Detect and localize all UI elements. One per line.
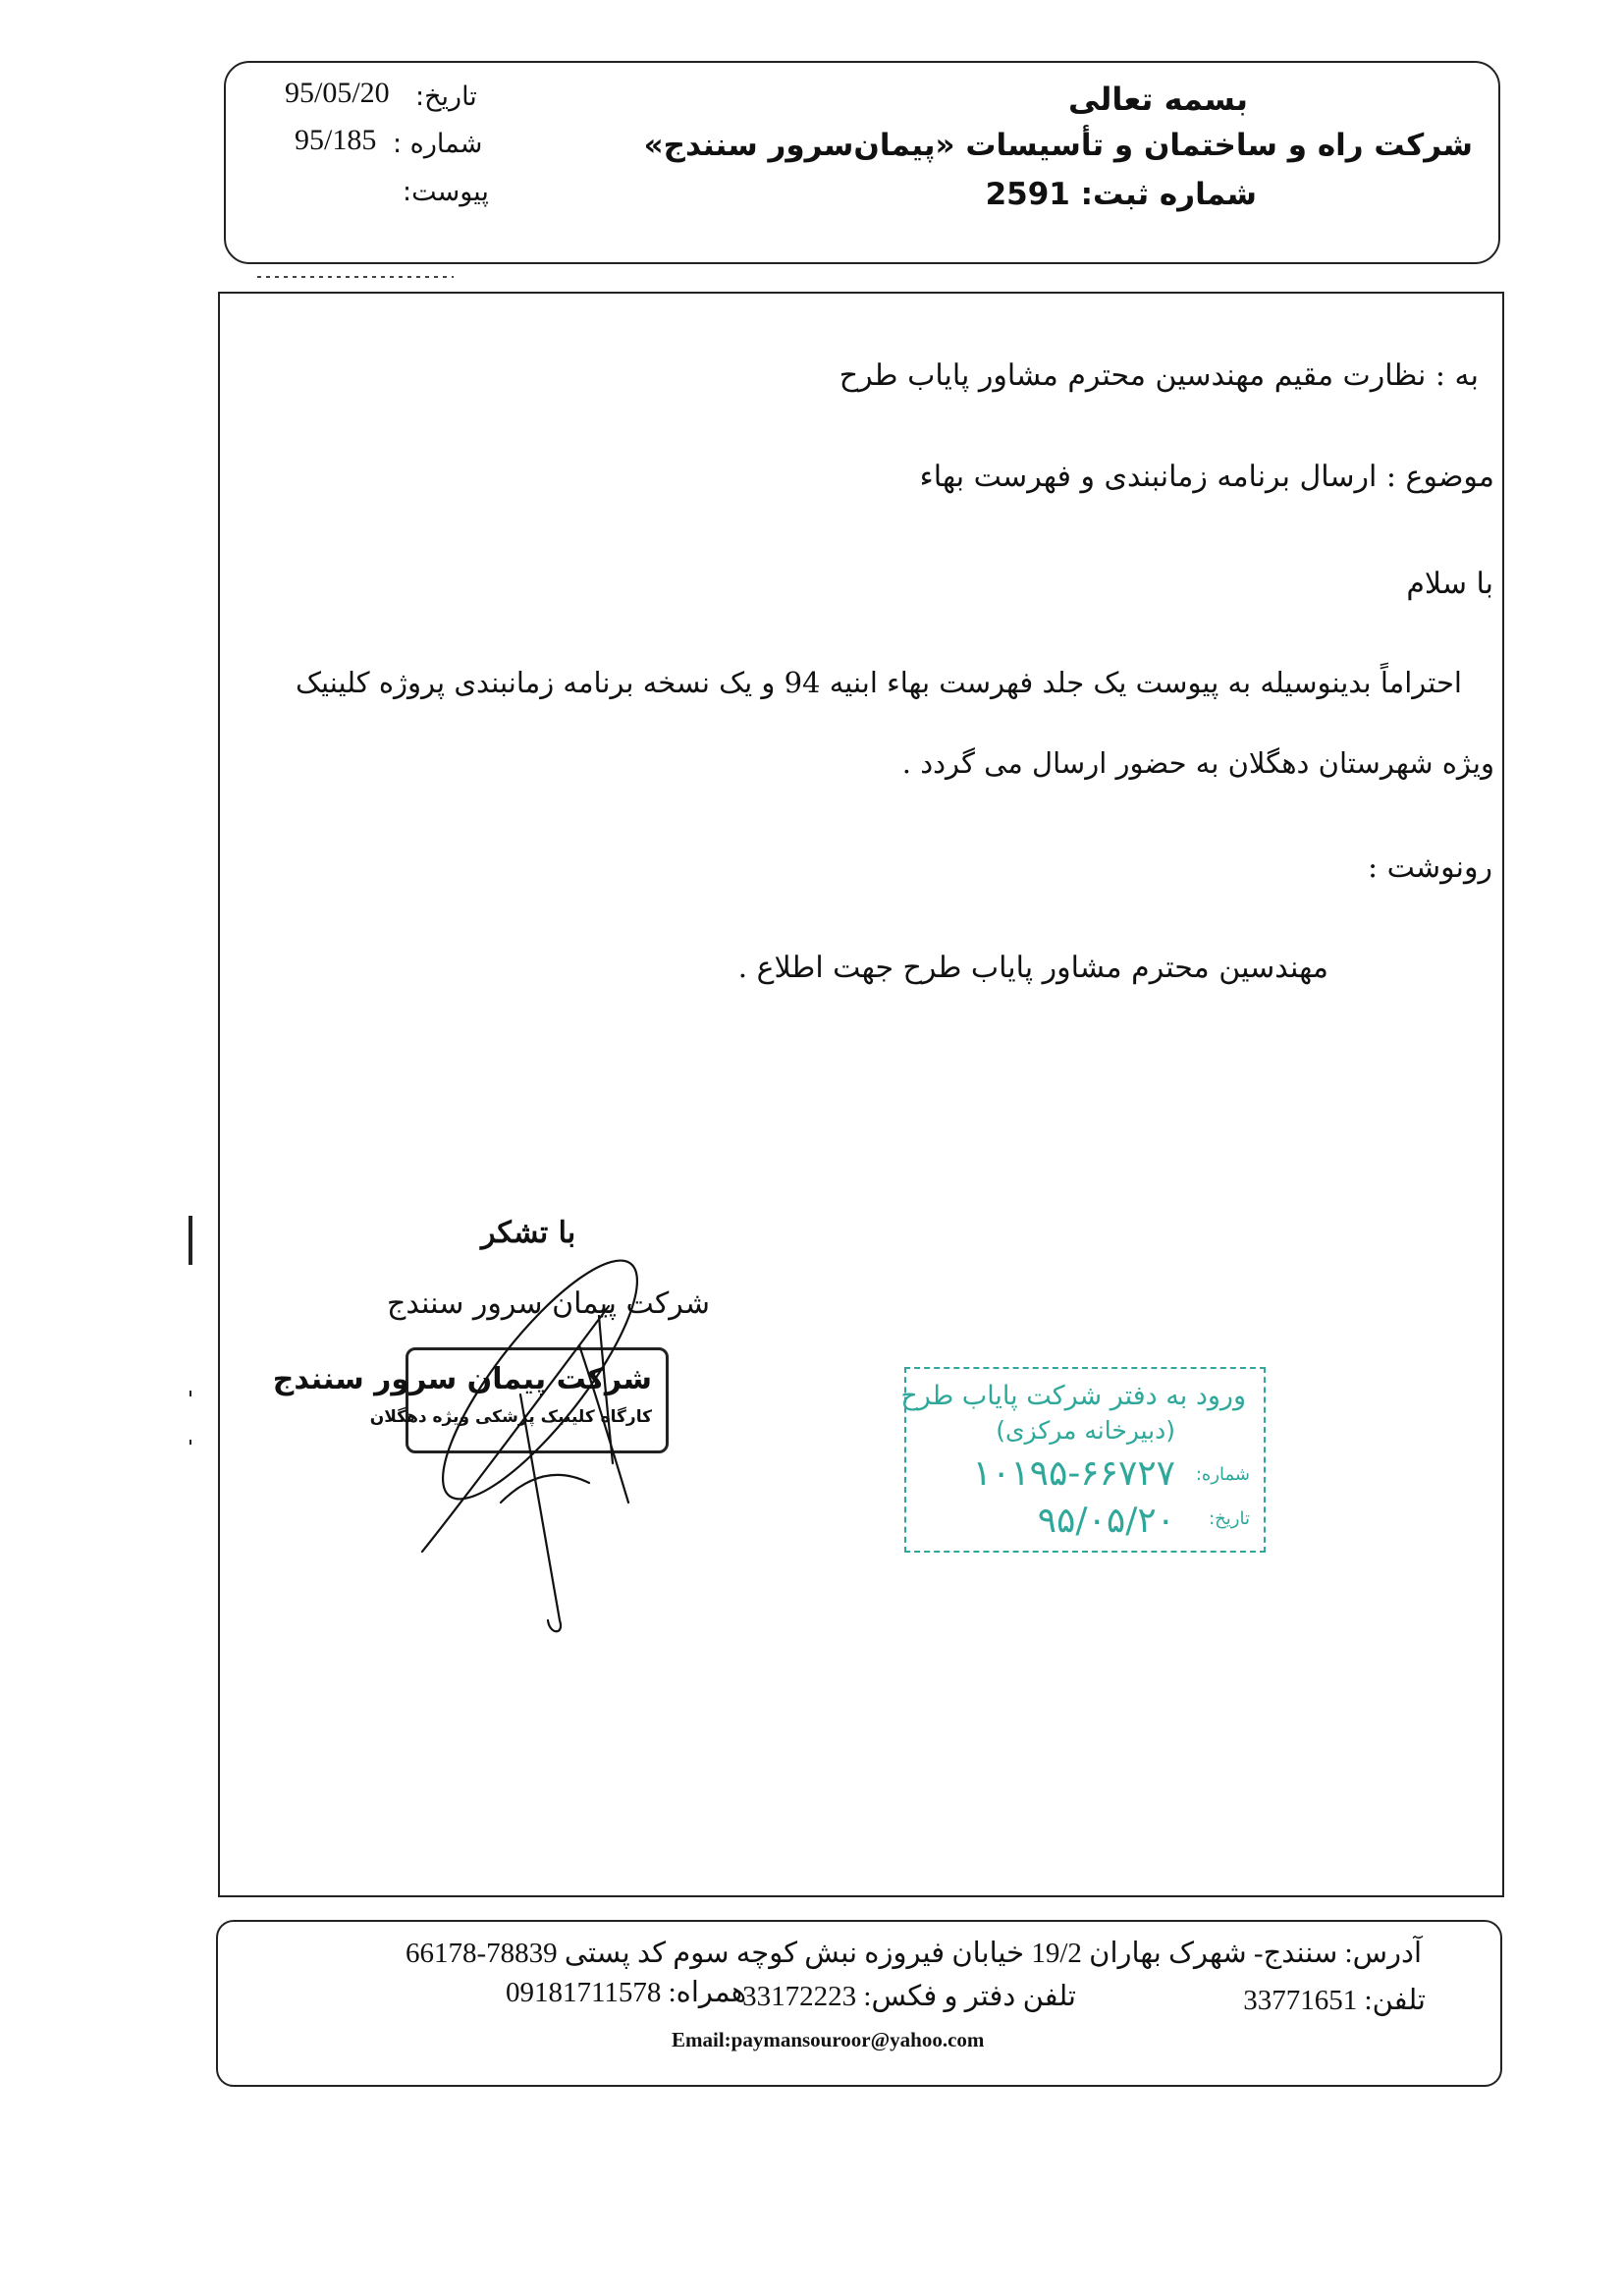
receipt-stamp	[900, 1367, 1266, 1553]
frame-top-dash	[257, 276, 454, 278]
stamp-date-value: ۹۵/۰۵/۲۰	[1037, 1501, 1175, 1541]
recipient-line: به : نظارت مقیم مهندسین محترم مشاور پایاب طرح	[839, 358, 1479, 393]
letterhead-box	[224, 61, 1500, 264]
margin-mark	[189, 1216, 192, 1265]
seal-line-2: کارگاه کلینیک پزشکی ویژه دهگلان	[369, 1407, 652, 1427]
footer-phone: تلفن: 33771651	[1243, 1985, 1426, 2016]
stamp-title: ورود به دفتر شرکت پایاب طرح	[900, 1381, 1246, 1411]
letterhead-company	[643, 63, 1498, 262]
date-label: تاریخ:	[415, 82, 477, 112]
signatory-line: شرکت پیمان سرور سنندج	[387, 1286, 710, 1321]
stamp-subtitle: (دبیرخانه مرکزی)	[996, 1416, 1175, 1445]
footer-email: Email:paymansouroor@yahoo.com	[672, 2028, 985, 2051]
attachment-label: پیوست:	[403, 177, 489, 207]
stamp-date-label: تاریخ:	[1209, 1508, 1250, 1529]
stamp-number-label: شماره:	[1195, 1464, 1250, 1485]
margin-mark	[189, 1391, 191, 1396]
company-name: شرکت راه و ساختمان و تأسیسات «پیمان‌سرور سنندج»	[643, 128, 1473, 163]
letter-body-frame	[218, 292, 1504, 1897]
margin-mark	[189, 1440, 191, 1445]
body-line-2: ویژه شهرستان دهگلان به حضور ارسال می گردد .	[901, 746, 1494, 780]
signature-scribble	[403, 1247, 697, 1640]
footer-address: آدرس: سنندج- شهرک بهاران 19/2 خیابان فیروزه نبش کوچه سوم کد پستی 78839-66178	[405, 1938, 1422, 1969]
seal-line-1: شرکت پیمان سرور سنندج	[272, 1362, 652, 1396]
registration-number: شماره ثبت: 2591	[985, 177, 1257, 212]
body-line-1: احتراماً بدینوسیله به پیوست یک جلد فهرست بهاء ابنیه 94 و یک نسخه برنامه زمانبندی پروژه کلینیک	[296, 666, 1462, 699]
number-label: شماره :	[393, 129, 483, 159]
number-value: 95/185	[295, 124, 377, 156]
footer-mobile: همراه: 09181711578	[505, 1977, 746, 2008]
footer-office-phone-fax: تلفن دفتر و فکس: 33172223	[742, 1981, 1076, 2012]
stamp-number-value: ۱۰۱۹۵-۶۶۷۲۷	[972, 1453, 1175, 1494]
subject-line: موضوع : ارسال برنامه زمانبندی و فهرست بهاء	[919, 460, 1494, 494]
letterhead-meta	[226, 63, 736, 262]
cc-line: مهندسین محترم مشاور پایاب طرح جهت اطلاع .	[737, 951, 1328, 985]
cc-label: رونوشت :	[1367, 850, 1492, 885]
greeting-line: با سلام	[1406, 567, 1493, 601]
date-value: 95/05/20	[285, 77, 390, 109]
invocation: بسمه تعالی	[1067, 81, 1248, 118]
footer-box	[216, 1920, 1502, 2087]
closing-line: با تشکر	[481, 1216, 576, 1250]
